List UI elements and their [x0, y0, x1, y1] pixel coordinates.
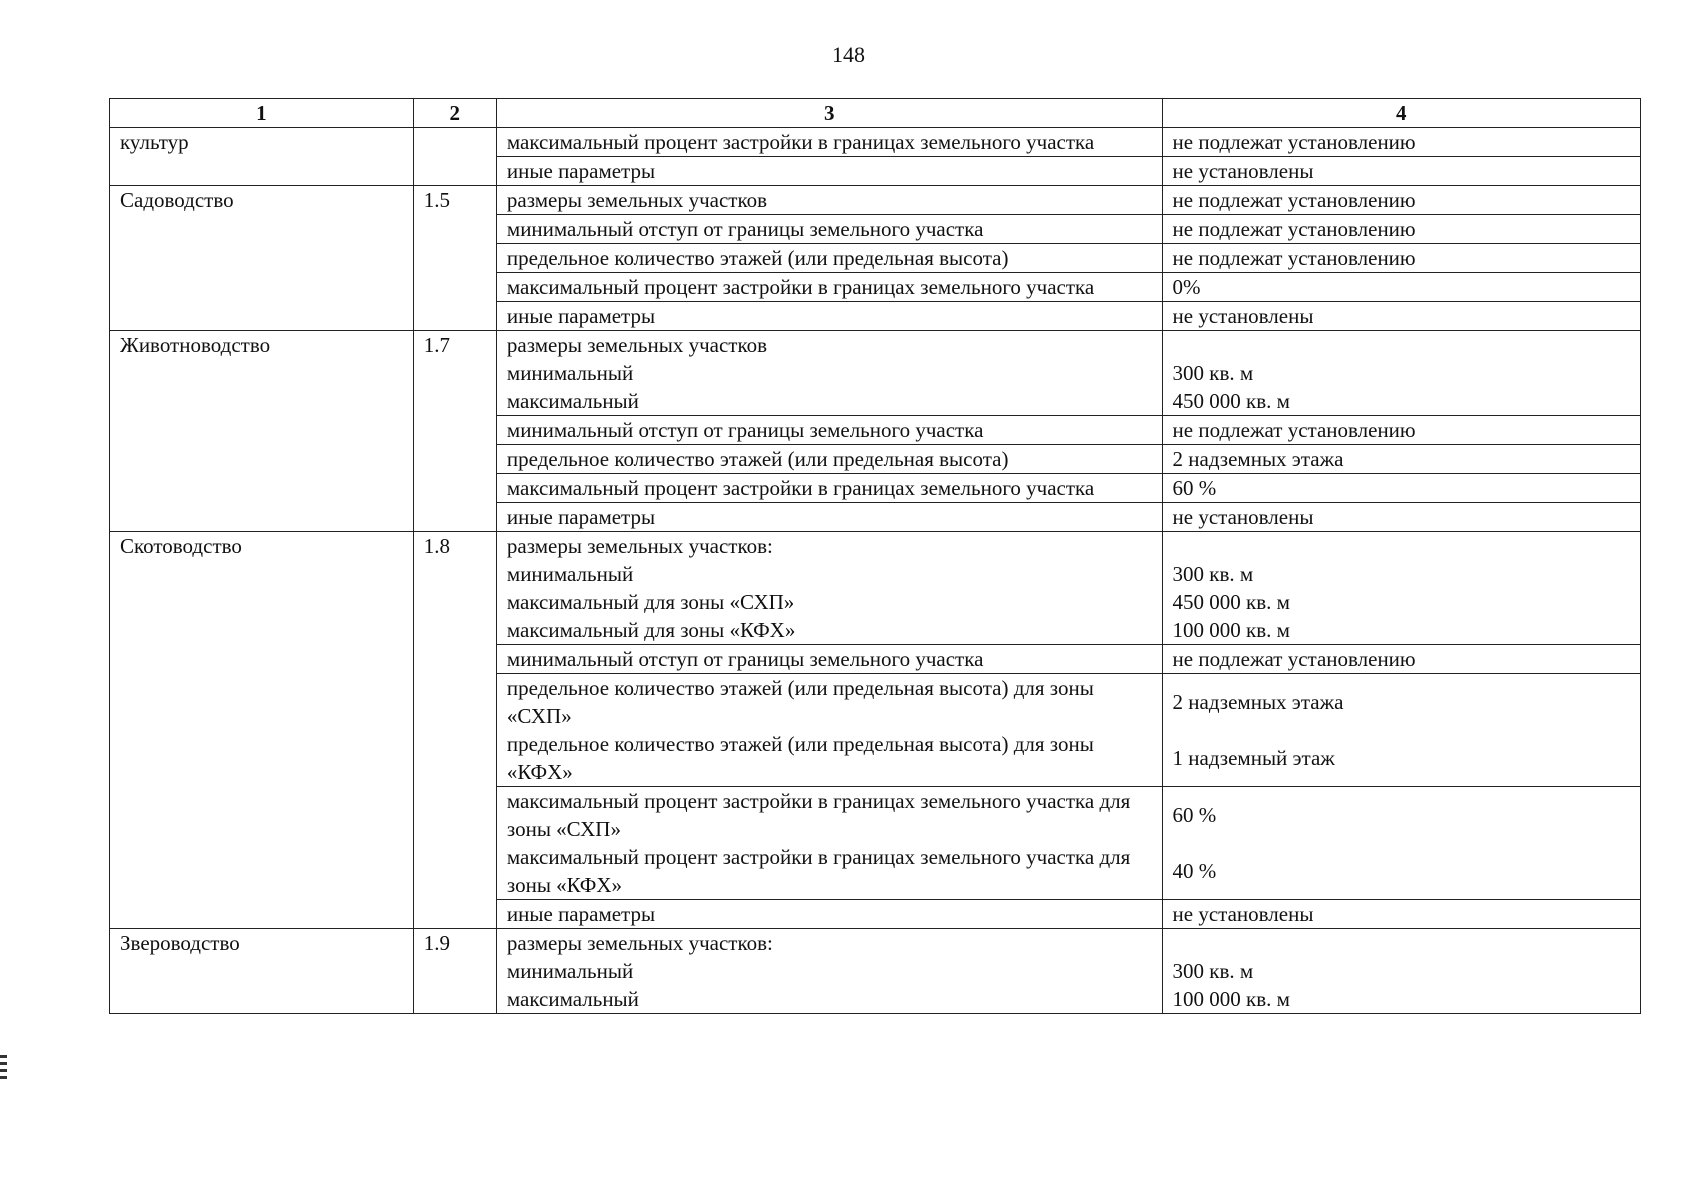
value-cell: [1162, 674, 1640, 787]
parameter-cell: [496, 674, 1162, 787]
table-header-row: [110, 99, 1641, 128]
table-row: [110, 532, 1641, 645]
parameter-line: размеры земельных участков: [506, 333, 768, 357]
value-cell: не установлены: [1162, 302, 1640, 331]
use-code-cell: 1.5: [413, 186, 496, 331]
parameter-cell: [496, 331, 1162, 416]
parameter-line: максимальный для зоны «СХП»: [506, 590, 795, 614]
parameter-line: минимальный: [506, 959, 634, 983]
use-code-cell: 1.9: [413, 929, 496, 1014]
use-code-cell: [413, 128, 496, 186]
use-code-cell: 1.7: [413, 331, 496, 532]
parameter-line: предельное количество этажей (или предельная высота) для зоны «КФХ»: [506, 732, 1094, 784]
parameter-cell: максимальный процент застройки в границах земельного участка: [496, 128, 1162, 157]
land-use-type-cell: культур: [110, 128, 414, 186]
land-use-type-cell: Скотоводство: [110, 532, 414, 929]
value-line: 1 надземный этаж: [1172, 746, 1335, 770]
parameter-cell: [496, 532, 1162, 645]
column-header-2: 2: [413, 99, 496, 128]
parameter-line: предельное количество этажей (или предельная высота) для зоны «СХП»: [506, 676, 1094, 728]
parameter-line: максимальный: [506, 389, 639, 413]
parameter-cell: минимальный отступ от границы земельного участка: [496, 215, 1162, 244]
value-cell: 60 %: [1162, 474, 1640, 503]
value-cell: [1162, 331, 1640, 416]
land-use-type-cell: Садоводство: [110, 186, 414, 331]
value-line: 300 кв. м: [1172, 959, 1254, 983]
parameter-line: максимальный процент застройки в границах земельного участка для зоны «СХП»: [506, 789, 1131, 841]
value-line: 300 кв. м: [1172, 562, 1254, 586]
value-line: 40 %: [1172, 859, 1217, 883]
parameter-cell: размеры земельных участков: [496, 186, 1162, 215]
value-cell: не подлежат установлению: [1162, 645, 1640, 674]
page-number: 148: [832, 42, 865, 67]
column-header-4: 4: [1162, 99, 1640, 128]
value-line: [1173, 532, 1630, 560]
value-line: [1173, 331, 1630, 359]
value-cell: не подлежат установлению: [1162, 244, 1640, 273]
value-cell: не подлежат установлению: [1162, 128, 1640, 157]
parameter-cell: минимальный отступ от границы земельного участка: [496, 645, 1162, 674]
parameter-line: минимальный: [506, 562, 634, 586]
value-line: 100 000 кв. м: [1172, 618, 1290, 642]
value-cell: не подлежат установлению: [1162, 416, 1640, 445]
value-line: 450 000 кв. м: [1172, 590, 1290, 614]
parameter-line: максимальный: [506, 987, 639, 1011]
parameter-cell: иные параметры: [496, 503, 1162, 532]
value-cell: [1162, 532, 1640, 645]
value-cell: 0%: [1162, 273, 1640, 302]
value-cell: не установлены: [1162, 900, 1640, 929]
parameter-cell: максимальный процент застройки в границах земельного участка: [496, 474, 1162, 503]
land-use-type-cell: Животноводство: [110, 331, 414, 532]
parameter-cell: максимальный процент застройки в границах земельного участка: [496, 273, 1162, 302]
table-body: [110, 128, 1641, 1014]
value-cell: 2 надземных этажа: [1162, 445, 1640, 474]
table-row: [110, 331, 1641, 416]
parameter-cell: иные параметры: [496, 900, 1162, 929]
parameter-cell: минимальный отступ от границы земельного участка: [496, 416, 1162, 445]
parameter-line: размеры земельных участков:: [506, 931, 773, 955]
parameter-cell: иные параметры: [496, 302, 1162, 331]
table-row: [110, 929, 1641, 1014]
use-code-cell: 1.8: [413, 532, 496, 929]
parameter-cell: предельное количество этажей (или предельная высота): [496, 445, 1162, 474]
value-cell: [1162, 929, 1640, 1014]
value-cell: не установлены: [1162, 503, 1640, 532]
parameter-cell: [496, 929, 1162, 1014]
column-header-1: 1: [110, 99, 414, 128]
parameter-line: максимальный процент застройки в границах земельного участка для зоны «КФХ»: [506, 845, 1131, 897]
value-cell: не подлежат установлению: [1162, 186, 1640, 215]
value-cell: не подлежат установлению: [1162, 215, 1640, 244]
value-line: 60 %: [1172, 803, 1217, 827]
value-cell: [1162, 787, 1640, 900]
value-line: 450 000 кв. м: [1172, 389, 1290, 413]
value-line: 2 надземных этажа: [1172, 690, 1344, 714]
table-row: [110, 128, 1641, 157]
parameter-line: размеры земельных участков:: [506, 534, 773, 558]
value-line: 100 000 кв. м: [1172, 987, 1290, 1011]
land-use-type-cell: Звероводство: [110, 929, 414, 1014]
value-cell: не установлены: [1162, 157, 1640, 186]
table-row: [110, 186, 1641, 215]
parameter-line: минимальный: [506, 361, 634, 385]
value-line: [1173, 929, 1630, 957]
parameter-cell: иные параметры: [496, 157, 1162, 186]
parameter-cell: предельное количество этажей (или предельная высота): [496, 244, 1162, 273]
column-header-3: 3: [496, 99, 1162, 128]
parameter-cell: [496, 787, 1162, 900]
value-line: 300 кв. м: [1172, 361, 1254, 385]
parameter-line: максимальный для зоны «КФХ»: [506, 618, 796, 642]
parameters-table: [109, 98, 1641, 1014]
scan-margin-marks: [0, 1055, 8, 1083]
